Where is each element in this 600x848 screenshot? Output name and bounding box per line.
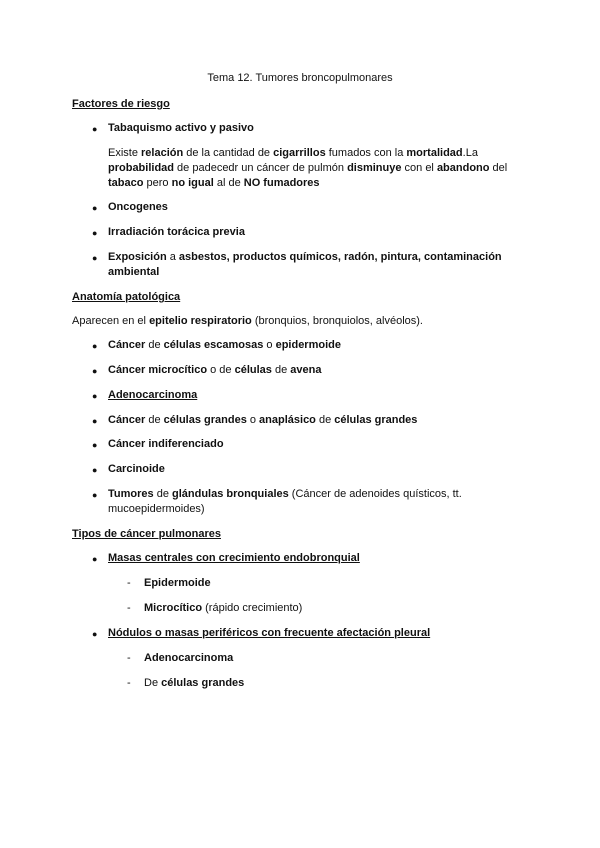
heading-anatomia-patologica: Anatomía patológica xyxy=(72,291,181,303)
bullet-icon: ● xyxy=(92,554,98,564)
bullet-icon: ● xyxy=(92,440,98,450)
bullet-icon: ● xyxy=(92,124,98,134)
bullet-icon: ● xyxy=(92,629,98,639)
bullet-icon: ● xyxy=(92,341,98,351)
list-item-tabaquismo: Tabaquismo activo y pasivo xyxy=(108,122,254,134)
list-item-indiferenciado: Cáncer indiferenciado xyxy=(108,438,224,450)
bullet-icon: ● xyxy=(92,253,98,263)
bullet-icon: ● xyxy=(92,203,98,213)
list-item-glandulas: Tumores de glándulas bronquiales (Cáncer de adenoides quísticos, tt. mucoepidermoides) xyxy=(108,488,462,515)
sublist-item-adenocarcinoma: Adenocarcinoma xyxy=(144,652,234,664)
dash-icon: - xyxy=(127,652,131,664)
page-title: Tema 12. Tumores broncopulmonares xyxy=(207,72,393,84)
bullet-icon: ● xyxy=(92,228,98,238)
list-item-carcinoide: Carcinoide xyxy=(108,463,165,475)
paragraph-anatomia-intro: Aparecen en el epitelio respiratorio (bronquios, bronquiolos, alvéolos). xyxy=(72,315,423,327)
list-item-microcitico: Cáncer microcítico o de células de avena xyxy=(108,364,322,376)
bullet-icon: ● xyxy=(92,366,98,376)
list-item-exposicion: Exposición a asbestos, productos químicos, radón, pintura, contaminación ambiental xyxy=(108,251,502,278)
paragraph-tabaquismo: Existe relación de la cantidad de cigarrillos fumados con la mortalidad.La probabilidad de padecedr un cáncer de pulmón disminuye con el abandono del tabaco pero no igual al de NO fumadores xyxy=(108,147,508,189)
bullet-icon: ● xyxy=(92,391,98,401)
bullet-icon: ● xyxy=(92,465,98,475)
heading-tipos-de-cancer: Tipos de cáncer pulmonares xyxy=(72,528,221,540)
sublist-item-epidermoide: Epidermoide xyxy=(144,577,211,589)
list-item-celulas-grandes: Cáncer de células grandes o anaplásico de células grandes xyxy=(108,414,418,426)
dash-icon: - xyxy=(127,677,131,689)
list-item-oncogenes: Oncogenes xyxy=(108,201,168,213)
list-item-adenocarcinoma: Adenocarcinoma xyxy=(108,389,198,401)
list-item-masas-centrales: Masas centrales con crecimiento endobronquial xyxy=(108,552,360,564)
dash-icon: - xyxy=(127,577,131,589)
bullet-icon: ● xyxy=(92,490,98,500)
dash-icon: - xyxy=(127,602,131,614)
bullet-icon: ● xyxy=(92,416,98,426)
heading-factores-de-riesgo: Factores de riesgo xyxy=(72,98,170,110)
list-item-escamosas: Cáncer de células escamosas o epidermoide xyxy=(108,339,341,351)
list-item-nodulos-perifericos: Nódulos o masas periféricos con frecuente afectación pleural xyxy=(108,627,431,639)
sublist-item-microcitico: Microcítico (rápido crecimiento) xyxy=(144,602,303,614)
sublist-item-celulas-grandes: De células grandes xyxy=(144,677,245,689)
list-item-irradiacion: Irradiación torácica previa xyxy=(108,226,245,238)
